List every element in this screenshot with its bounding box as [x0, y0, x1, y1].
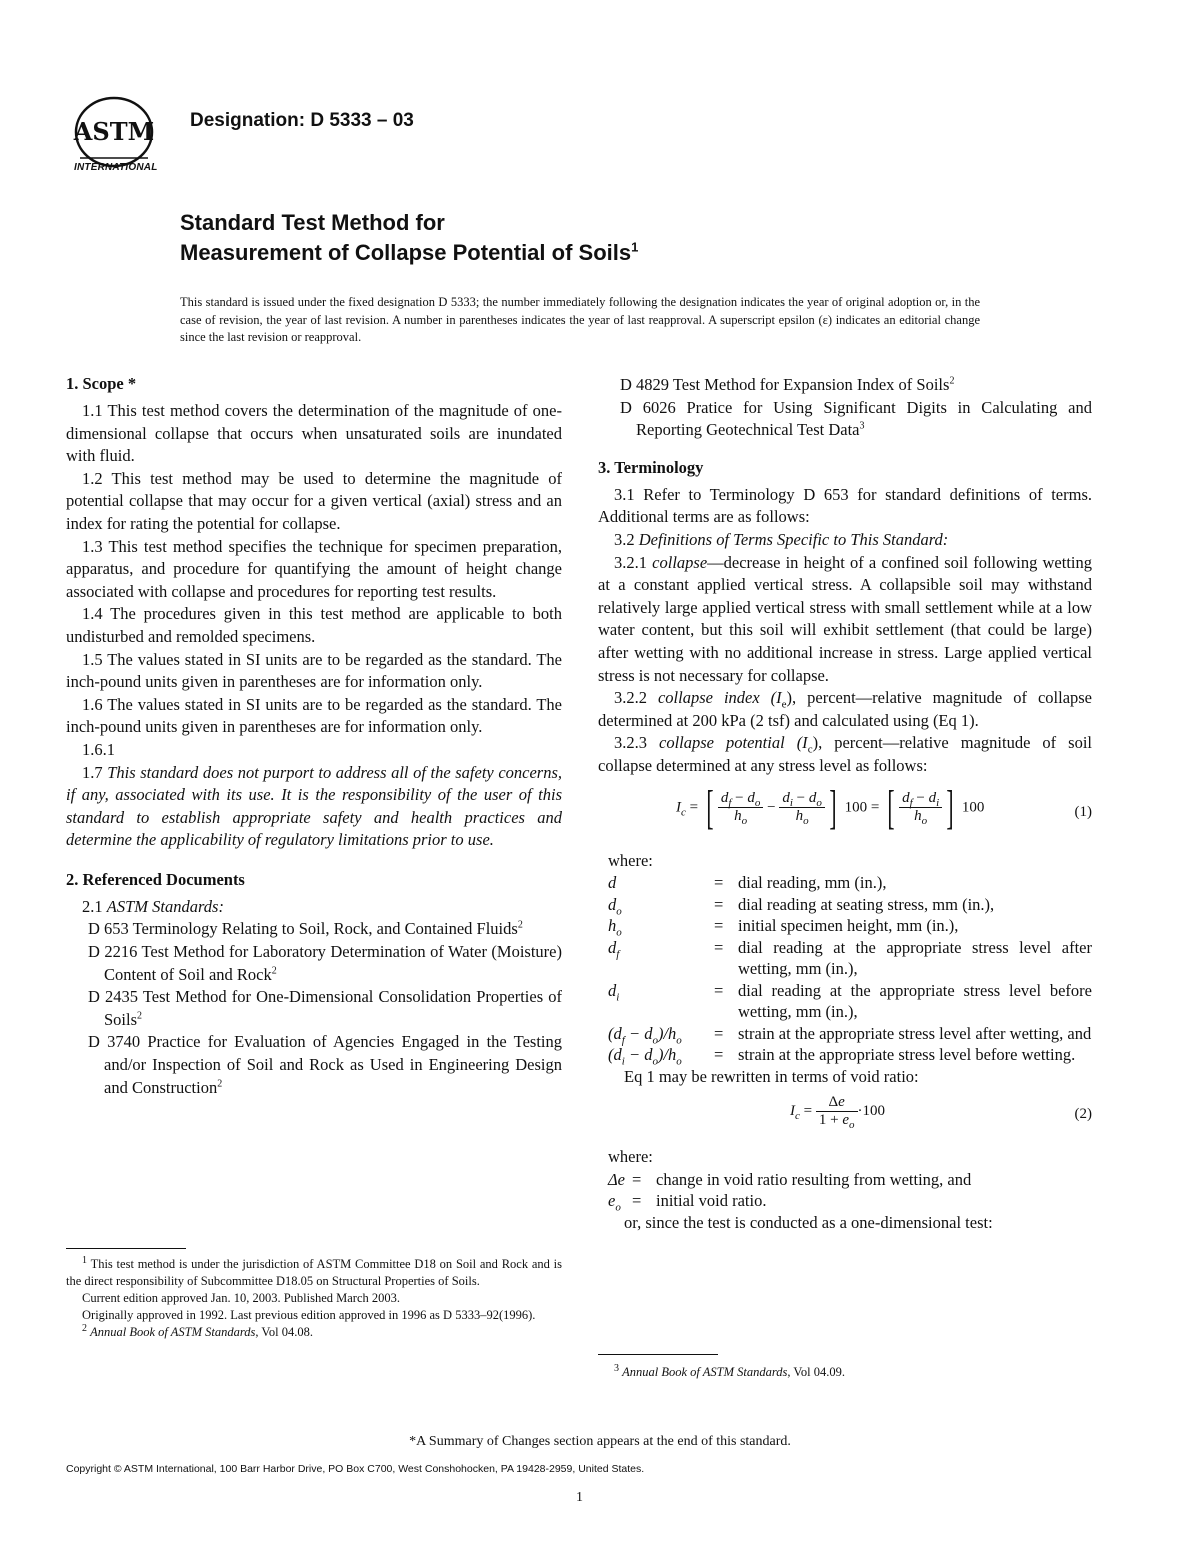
para-1-5: 1.5 The values stated in SI units are to be regarded as the standard. The inch-pound units given in parentheses are for information only.	[66, 649, 562, 692]
para-1-6: 1.6 The values stated in SI units are to be regarded as the standard. The inch-pound units given in parentheses are for information only.	[66, 694, 562, 737]
ref-d4829: D 4829 Test Method for Expansion Index of Soils$^2$	[620, 375, 955, 394]
footnote-rule-right	[598, 1354, 718, 1355]
left-column	[66, 374, 562, 1099]
equation-1: $I_c$ = [ $\frac{d_f - d_o}{h_o}$ − $\frac{d_i - d_o}{h_o}$ ] 100 = [ $\frac{d_f - d_i}{h_o}$ ] 100 (1)	[676, 780, 1092, 834]
designation: Designation: D 5333 – 03	[190, 110, 414, 131]
para-3-2-2: 3.2.2 collapse index $(I_e)$, percent—relative magnitude of collapse determined at 200 kPa (2 tsf) and calculated using (Eq 1).	[598, 688, 1093, 730]
refs-sub: 2.1 ASTM Standards:	[82, 896, 224, 916]
para-1-1: 1.1 This test method covers the determination of the magnitude of one-dimensional collapse that occurs when unsaturated soils are inundated with fluid.	[66, 401, 562, 466]
def-strain-before: $(d_i - d_o)/h_o$ = strain at the appropriate stress level before wetting.	[608, 1045, 1076, 1068]
eq1-rewrite: Eq 1 may be rewritten in terms of void ratio:	[624, 1066, 919, 1086]
ref-d2216: D 2216 Test Method for Laboratory Determination of Water (Moisture) Content of Soil and Rock$^2$	[88, 942, 562, 984]
para-1-6-1: 1.6.1	[82, 739, 115, 759]
footnote-1c: Originally approved in 1992. Last previous edition approved in 1996 as D 5333–92(1996).	[82, 1308, 536, 1322]
right-column	[598, 374, 1092, 1234]
title-line-1: Standard Test Method for	[180, 210, 445, 235]
summary-note: *A Summary of Changes section appears at the end of this standard.	[409, 1434, 791, 1449]
para-3-2-1: 3.2.1 collapse—decrease in height of a confined soil following wetting at a constant applied vertical stress. A collapsible soil may withstand relatively large applied vertical stress with small settlement while at a low water content, but this soil will exhibit settlement (that could be large) after wetting with no additional increase in stress. Large applied vertical stress is not necessary for collapse.	[598, 552, 1092, 685]
para-3-2: 3.2 Definitions of Terms Specific to This Standard:	[614, 529, 949, 549]
def-delta-e: Δe = change in void ratio resulting from wetting, and	[608, 1169, 972, 1189]
ref-list-continued	[598, 374, 1092, 442]
astm-logo	[70, 96, 170, 178]
footnote-1b: Current edition approved Jan. 10, 2003. Published March 2003.	[82, 1291, 401, 1305]
footnote-2: $^2$ Annual Book of ASTM Standards, Vol 04.08.	[82, 1322, 313, 1339]
refs-heading: 2. Referenced Documents	[66, 869, 245, 889]
ref-d6026: D 6026 Pratice for Using Significant Digits in Calculating and Reporting Geotechnical Test Data$^3$	[620, 397, 1092, 440]
preamble: This standard is issued under the fixed designation D 5333; the number immediately following the designation indicates the year of original adoption or, in the case of revision, the year of last revision. A number in parentheses indicates the year of last reapproval. A superscript epsilon (ε) indicates an editorial change since the last revision or reapproval.	[180, 295, 980, 344]
def-df: $d_f$ = dial reading at the appropriate stress level after wetting, mm (in.),	[608, 937, 1092, 979]
where-2: where:	[608, 1147, 653, 1167]
para-1-4: 1.4 The procedures given in this test method are applicable to both undisturbed and remolded specimens.	[66, 604, 562, 646]
terminology-heading: 3. Terminology	[598, 457, 704, 477]
footnote-1: $^1$ This test method is under the jurisdiction of ASTM Committee D18 on Soil and Rock and is the direct responsibility of Subcommittee D18.05 on Structural Properties of Soils.	[66, 1254, 563, 1288]
def-do: $d_o$ = dial reading at seating stress, mm (in.),	[608, 894, 995, 917]
ref-d2435: D 2435 Test Method for One-Dimensional Consolidation Properties of Soils$^2$	[88, 987, 562, 1029]
def-ho: $h_o$ = initial specimen height, mm (in.),	[608, 916, 959, 939]
para-1-2: 1.2 This test method may be used to determine the magnitude of potential collapse that may occur for a given vertical (axial) stress and an index for rating the potential for collapse.	[66, 468, 562, 533]
right-footnotes	[598, 1364, 1092, 1381]
copyright: Copyright © ASTM International, 100 Barr Harbor Drive, PO Box C700, West Conshohocken, PA 19428-2959, United States.	[66, 1463, 645, 1475]
def-di: $d_i$ = dial reading at the appropriate stress level before wetting, mm (in.),	[608, 980, 1092, 1022]
definitions-2	[598, 1169, 1092, 1212]
logo-subtitle: INTERNATIONAL	[74, 162, 158, 173]
para-1-7: 1.7 This standard does not purport to address all of the safety concerns, if any, associated with its use. It is the responsibility of the user of this standard to establish appropriate safety and health practices and determine the applicability of regulatory limitations prior to use.	[66, 762, 563, 850]
page-number: 1	[576, 1490, 583, 1505]
equation-1-label: (1)	[1074, 803, 1092, 820]
para-3-2-3: 3.2.3 collapse potential $(I_c)$, percent—relative magnitude of soil collapse determined at any stress level as follows:	[598, 733, 1093, 775]
para-1-3: 1.3 This test method specifies the technique for specimen preparation, apparatus, and procedure for quantifying the amount of height change associated with collapse and procedures for reporting test results.	[66, 536, 562, 601]
para-3-1: 3.1 Refer to Terminology D 653 for standard definitions of terms. Additional terms are as follows:	[598, 484, 1092, 527]
ref-d3740: D 3740 Practice for Evaluation of Agencies Engaged in the Testing and/or Inspection of Soil and Rock as Used in Engineering Design and Construction$^2$	[88, 1032, 562, 1097]
def-eo: $e_o$ = initial void ratio.	[608, 1191, 767, 1214]
definitions-1	[598, 872, 1092, 1066]
ref-d653: D 653 Terminology Relating to Soil, Rock, and Contained Fluids$^2$	[88, 919, 523, 939]
scope-heading: 1. Scope *	[66, 374, 137, 393]
where-1: where:	[608, 850, 653, 870]
or-line: or, since the test is conducted as a one-dimensional test:	[624, 1212, 993, 1232]
def-strain-after: $(d_f - d_o)/h_o$ = strain at the appropriate stress level after wetting, and	[608, 1023, 1092, 1046]
title-line-2: Measurement of Collapse Potential of Soils$^1$	[180, 239, 639, 265]
ref-list	[66, 918, 562, 1099]
svg-text:ASTM: ASTM	[73, 117, 155, 146]
equation-2-label: (2)	[1074, 1106, 1092, 1123]
footnote-3: $^3$ Annual Book of ASTM Standards, Vol 04.09.	[614, 1362, 845, 1379]
equation-2: $I_c$ = $\frac{\Delta e}{1 + e_o}$ ·100 (2)	[790, 1094, 1092, 1132]
def-d: d = dial reading, mm (in.),	[608, 873, 887, 893]
footnote-rule-left	[66, 1248, 186, 1249]
left-footnotes	[66, 1256, 562, 1341]
